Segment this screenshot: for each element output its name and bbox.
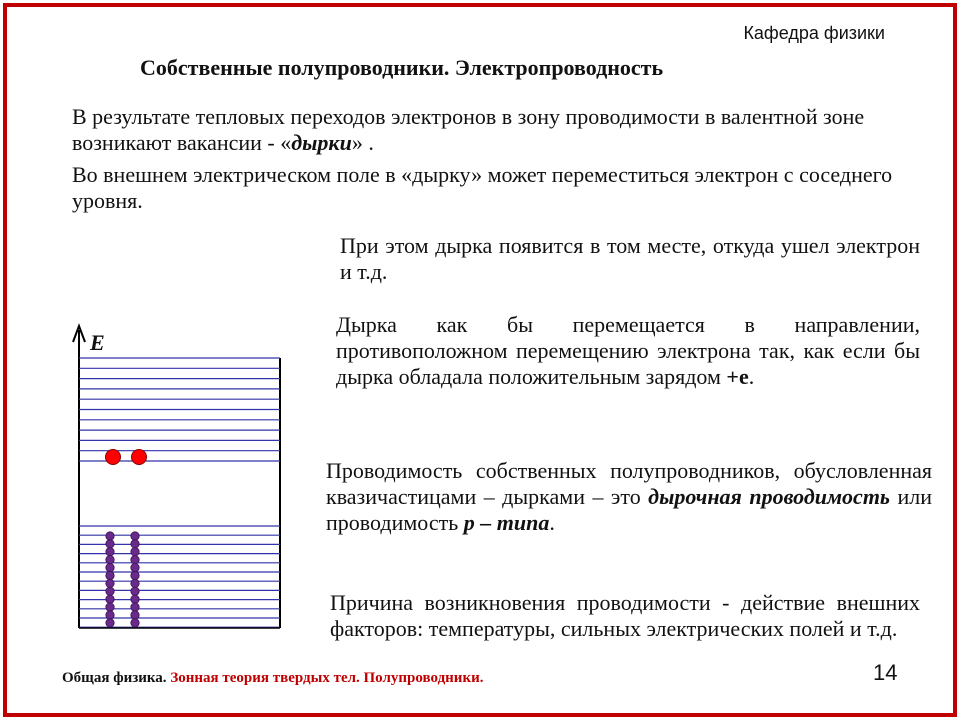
- emph-hole-conductivity: дырочная проводимость: [648, 484, 890, 509]
- slide-title: Собственные полупроводники. Электропроводность: [140, 55, 664, 80]
- department-label: Кафедра физики: [743, 23, 885, 43]
- paragraph-hole-conductivity: Проводимость собственных полупроводников, обусловленная квазичастицами – дырками – это дырочная проводимость или проводимость р – типа.: [326, 458, 933, 535]
- footer-course: Общая физика.: [62, 670, 167, 686]
- paragraph-cause: Причина возникновения проводимости - действие внешних факторов: температуры, сильных электрических полей и т.д.: [330, 590, 920, 641]
- paragraph-hole-motion: Дырка как бы перемещается в направлении, противоположном перемещению электрона так, как если бы дырка обладала положительным зарядом +е.: [336, 312, 920, 389]
- paragraph-field-move: Во внешнем электрическом поле в «дырку» может переместиться электрон с соседнего уровня.: [72, 162, 893, 213]
- paragraph-holes-origin: В результате тепловых переходов электронов в зону проводимости в валентной зоне возникают вакансии - «дырки» .: [72, 104, 865, 155]
- emph-p-type: р – типа: [463, 510, 550, 535]
- emph-holes: дырки: [291, 130, 352, 155]
- page-number: 14: [873, 660, 898, 685]
- paragraph-hole-appears: При этом дырка появится в том месте, откуда ушел электрон и т.д.: [340, 233, 920, 284]
- footer-topic: Зонная теория твердых тел. Полупроводники.: [170, 670, 484, 686]
- footer: [62, 670, 484, 687]
- energy-axis-label: E: [90, 330, 105, 355]
- positive-charge: +е: [726, 364, 749, 389]
